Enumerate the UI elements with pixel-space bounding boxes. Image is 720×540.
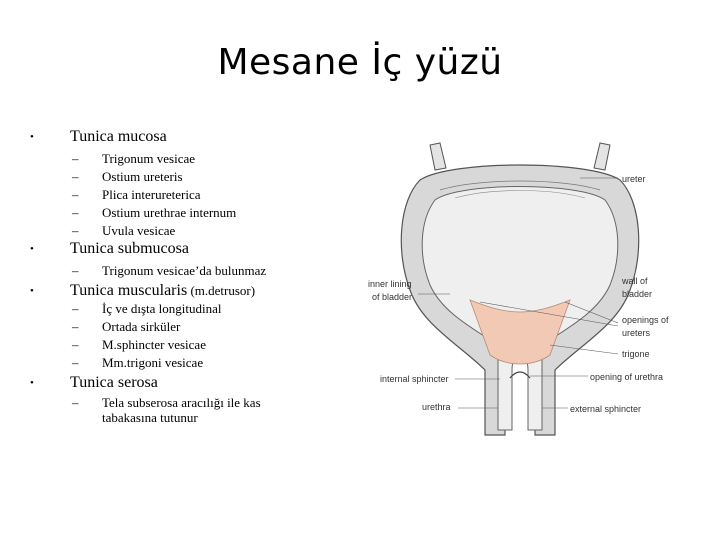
label-ureter: ureter xyxy=(622,174,646,184)
sub-item-text: Plica interureterica xyxy=(102,187,201,202)
label-wall-2: bladder xyxy=(622,289,653,299)
dash-mark: – xyxy=(72,337,79,352)
dash-mark: – xyxy=(72,169,79,184)
dash-mark: – xyxy=(72,319,79,334)
label-openings-2: ureters xyxy=(622,328,651,338)
bullet-suffix: (m.detrusor) xyxy=(187,283,256,298)
bullet-label-group xyxy=(70,282,255,300)
sub-item-text: tabakasına tutunur xyxy=(102,410,198,425)
dash-mark: – xyxy=(72,205,79,220)
sub-item-text: Ortada sirküler xyxy=(102,319,181,334)
dash-mark: – xyxy=(72,151,79,166)
label-openings-1: openings of xyxy=(622,315,669,325)
label-wall-1: wall of xyxy=(622,276,648,286)
bullet-label: Tunica serosa xyxy=(70,374,158,391)
dash-mark: – xyxy=(72,395,79,410)
label-inner-lining-2: of bladder xyxy=(372,292,413,302)
bullet-label: Tunica mucosa xyxy=(70,128,167,145)
dash-mark: – xyxy=(72,263,79,278)
urethra-opening xyxy=(510,372,530,378)
label-opening-urethra: opening of urethra xyxy=(590,372,664,382)
sub-item-text: Tela subserosa aracılığı ile kas xyxy=(102,395,261,410)
sub-item-text: Trigonum vesicae xyxy=(102,151,196,166)
dash-mark: – xyxy=(72,223,79,238)
sub-item-text: Ostium ureteris xyxy=(102,169,183,184)
dash-mark: – xyxy=(72,301,79,316)
bladder-diagram xyxy=(360,140,680,440)
bladder-inner-lining xyxy=(422,187,618,431)
bullet-mark: • xyxy=(30,285,34,297)
slide-title: Mesane İç yüzü xyxy=(217,42,503,83)
bullet-list xyxy=(0,0,320,540)
bullet-mark: • xyxy=(30,243,34,255)
left-ureter xyxy=(430,143,446,170)
label-external-sphincter: external sphincter xyxy=(570,404,642,414)
dash-mark: – xyxy=(72,355,79,370)
sub-item-text: İç ve dışta longitudinal xyxy=(102,301,222,316)
label-internal-sphincter: internal sphincter xyxy=(380,374,449,384)
right-ureter xyxy=(594,143,610,170)
bullet-label: Tunica muscularis xyxy=(70,282,188,299)
sub-item-text: Trigonum vesicae’da bulunmaz xyxy=(102,263,267,278)
sub-item-text: Ostium urethrae internum xyxy=(102,205,237,220)
bullet-mark: • xyxy=(30,131,34,143)
bullet-label: Tunica submucosa xyxy=(70,240,189,257)
label-urethra: urethra xyxy=(422,402,451,412)
sub-item-text: Uvula vesicae xyxy=(102,223,176,238)
sub-item-text: M.sphincter vesicae xyxy=(102,337,206,352)
sub-item-text: Mm.trigoni vesicae xyxy=(102,355,204,370)
dash-mark: – xyxy=(72,187,79,202)
label-trigone: trigone xyxy=(622,349,650,359)
label-inner-lining-1: inner lining xyxy=(368,279,412,289)
bullet-mark: • xyxy=(30,377,34,389)
